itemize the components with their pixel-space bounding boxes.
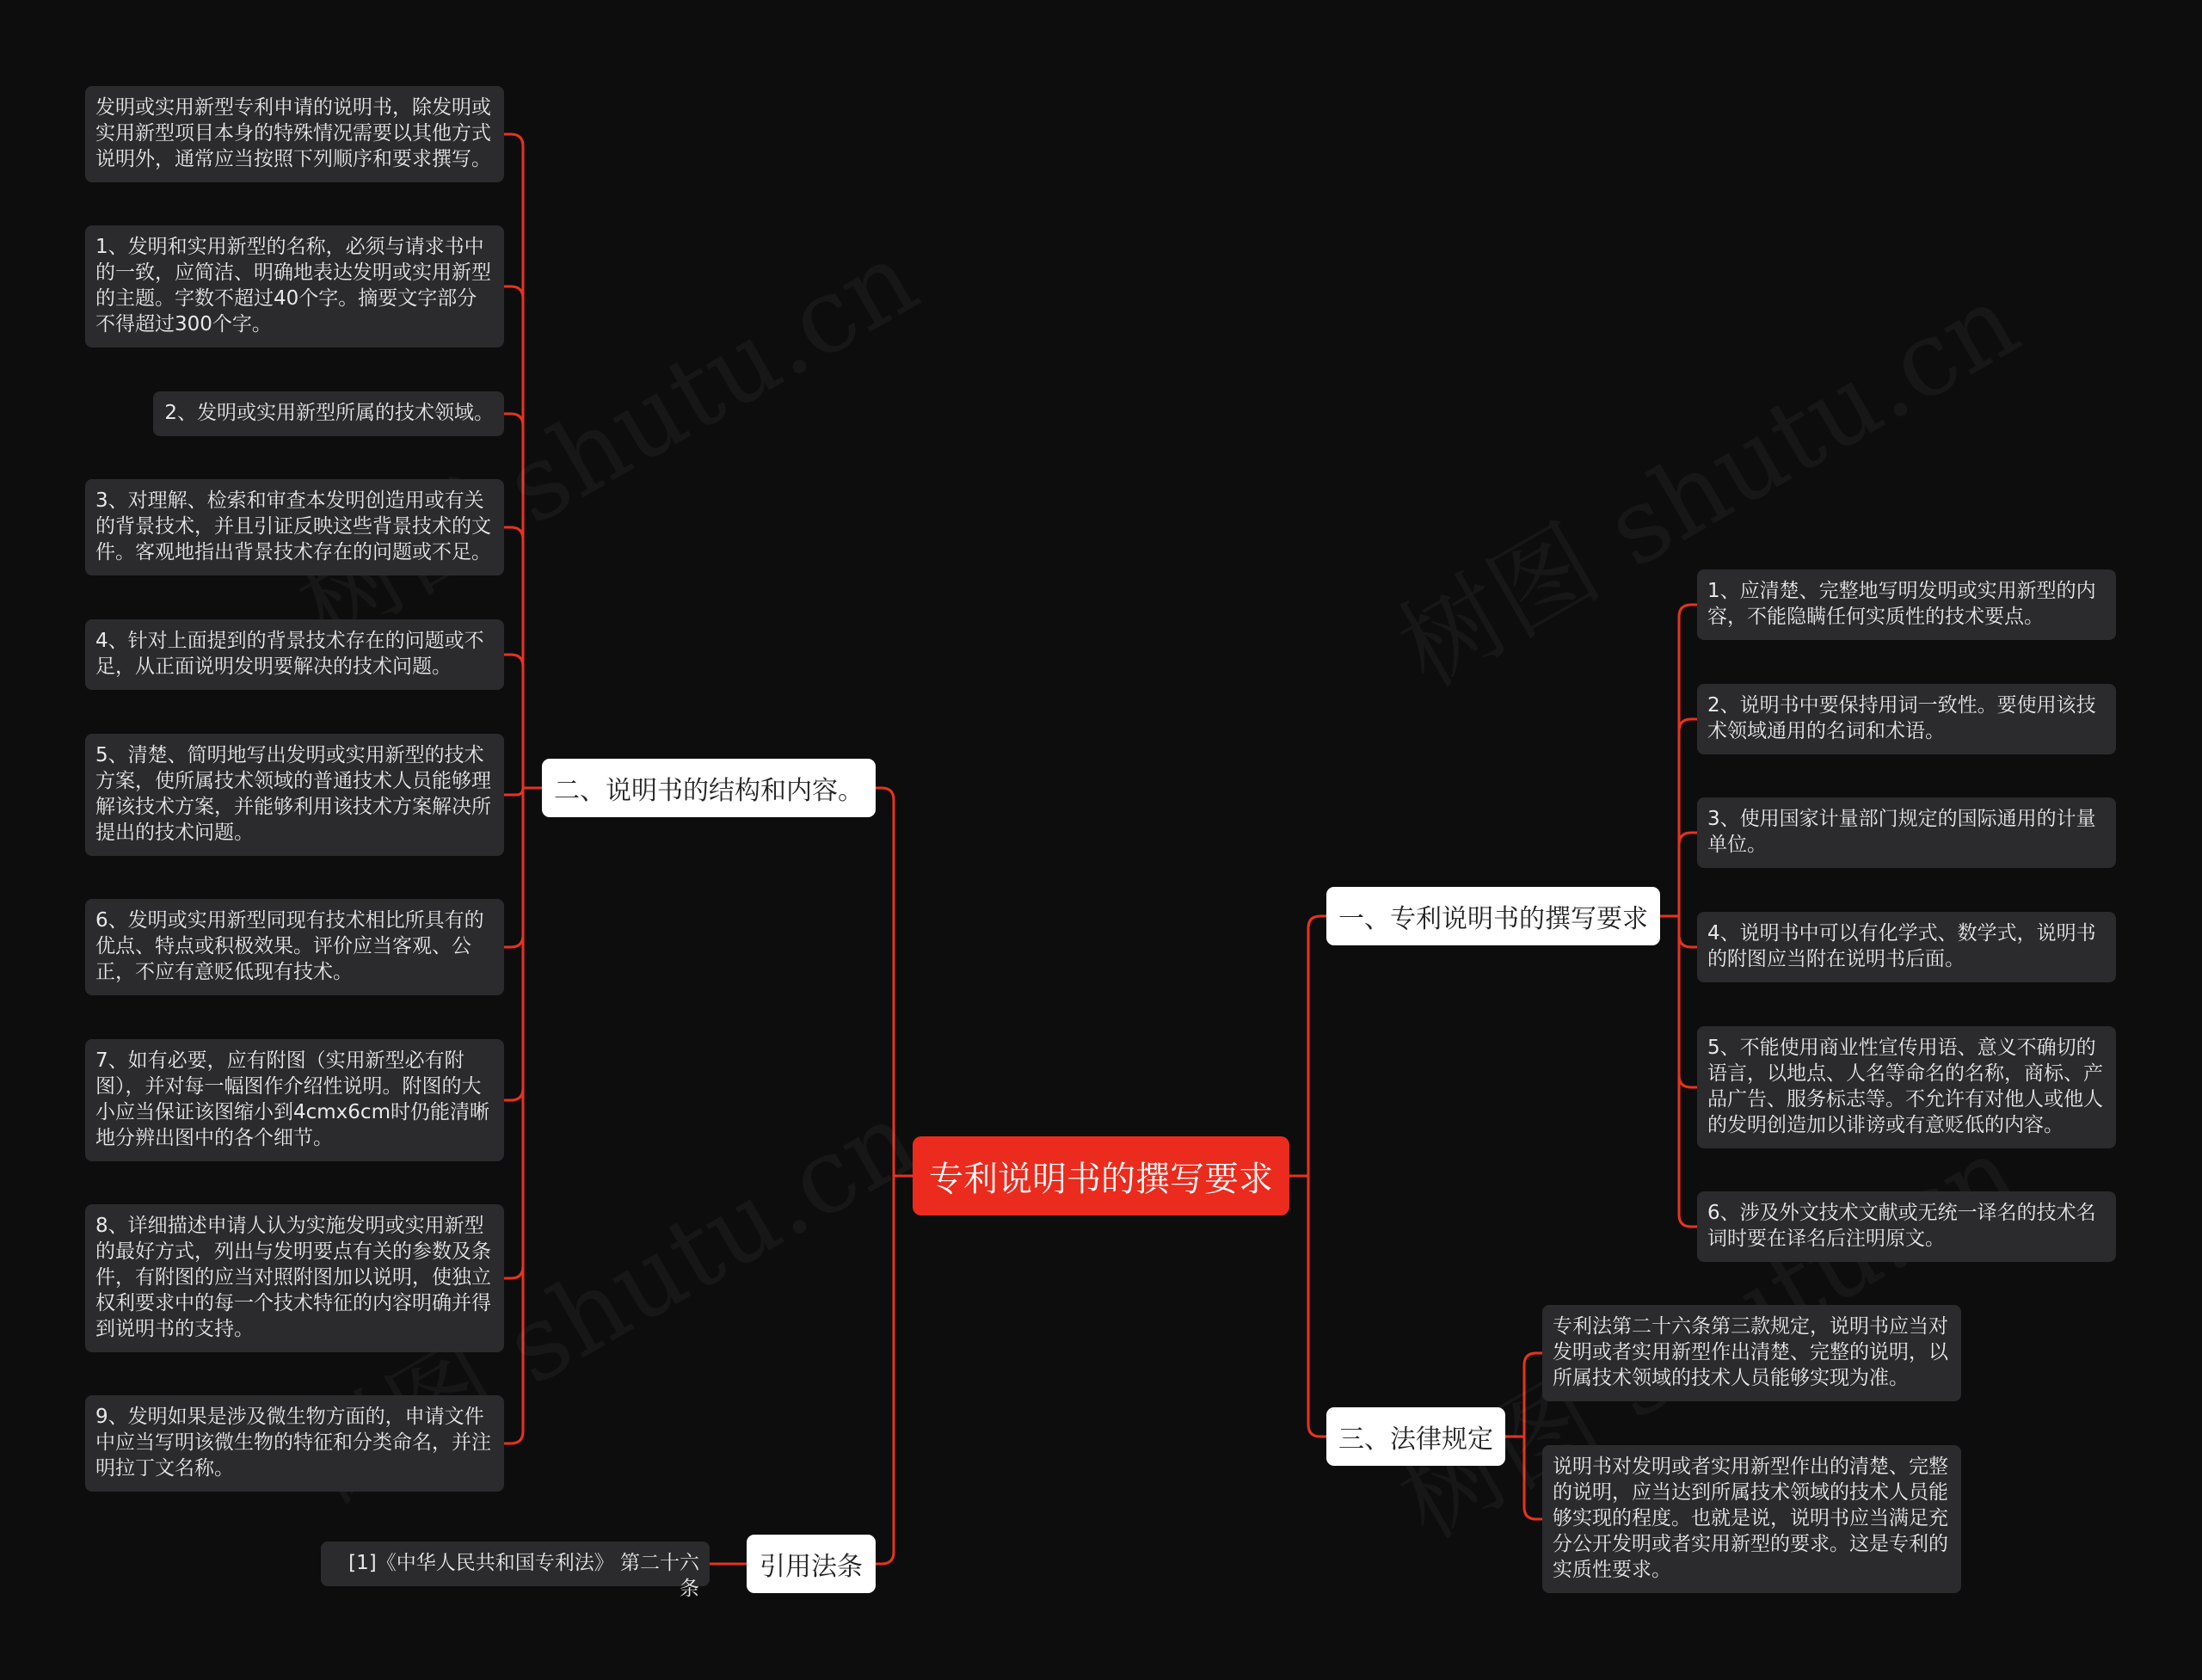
structure-item-9[interactable]: 9、发明如果是涉及微生物方面的，申请文件中应当写明该微生物的特征和分类命名，并注明拉丁文名称。 (85, 1395, 504, 1492)
requirements-link-3 (1679, 916, 1697, 947)
branch-structure[interactable]: 二、说明书的结构和内容。 (542, 759, 876, 817)
structure-link-5 (504, 788, 523, 795)
structure-link-4 (504, 655, 523, 788)
requirements-item-2[interactable]: 2、说明书中要保持用词一致性。要使用该技术领域通用的名词和术语。 (1697, 684, 2116, 754)
requirements-item-5[interactable]: 5、不能使用商业性宣传用语、意义不确切的语言，以地点、人名等命名的名称，商标、产品广告、服务标志等。不允许有对他人或他人的发明创造加以诽谤或有意贬低的内容。 (1697, 1026, 2116, 1148)
root-left-link-1 (876, 1176, 894, 1564)
structure-item-5[interactable]: 5、清楚、简明地写出发明或实用新型的技术方案，使所属技术领域的普通技术人员能够理解该技术方案，并能够利用该技术方案解决所提出的技术问题。 (85, 734, 504, 856)
requirements-item-6[interactable]: 6、涉及外文技术文献或无统一译名的技术名词时要在译名后注明原文。 (1697, 1191, 2116, 1262)
requirements-link-0 (1679, 605, 1697, 916)
structure-item-2[interactable]: 2、发明或实用新型所属的技术领域。 (153, 391, 504, 436)
structure-link-2 (504, 414, 523, 788)
law-link-1 (1524, 1437, 1542, 1519)
structure-link-0 (504, 134, 523, 788)
branch-citation[interactable]: 引用法条 (747, 1535, 876, 1593)
law-link-0 (1524, 1353, 1542, 1437)
citation-item-1[interactable]: [1]《中华人民共和国专利法》 第二十六条 (321, 1542, 710, 1586)
root-topic[interactable]: 专利说明书的撰写要求 (913, 1136, 1289, 1215)
requirements-link-5 (1679, 916, 1697, 1227)
requirements-item-4[interactable]: 4、说明书中可以有化学式、数学式，说明书的附图应当附在说明书后面。 (1697, 912, 2116, 982)
structure-item-7[interactable]: 7、如有必要，应有附图（实用新型必有附图），并对每一幅图作介绍性说明。附图的大小应当保证该图缩小到4cmx6cm时仍能清晰地分辨出图中的各个细节。 (85, 1039, 504, 1161)
structure-link-9 (504, 788, 523, 1443)
branch-law[interactable]: 三、法律规定 (1326, 1407, 1505, 1466)
branch-requirements[interactable]: 一、专利说明书的撰写要求 (1326, 887, 1660, 945)
structure-item-3[interactable]: 3、对理解、检索和审查本发明创造用或有关的背景技术，并且引证反映这些背景技术的文件。客观地指出背景技术存在的问题或不足。 (85, 479, 504, 575)
root-right-link-0 (1308, 916, 1326, 1176)
root-left-link-0 (876, 788, 894, 1176)
structure-item-intro[interactable]: 发明或实用新型专利申请的说明书，除发明或实用新型项目本身的特殊情况需要以其他方式说明外，通常应当按照下列顺序和要求撰写。 (85, 86, 504, 182)
requirements-item-1[interactable]: 1、应清楚、完整地写明发明或实用新型的内容，不能隐瞒任何实质性的技术要点。 (1697, 569, 2116, 640)
structure-item-6[interactable]: 6、发明或实用新型同现有技术相比所具有的优点、特点或积极效果。评价应当客观、公正，不应有意贬低现有技术。 (85, 899, 504, 995)
structure-item-8[interactable]: 8、详细描述申请人认为实施发明或实用新型的最好方式，列出与发明要点有关的参数及条件，有附图的应当对照附图加以说明，使独立权利要求中的每一个技术特征的内容明确并得到说明书的支持。 (85, 1204, 504, 1352)
structure-item-1[interactable]: 1、发明和实用新型的名称，必须与请求书中的一致，应简洁、明确地表达发明或实用新型的主题。字数不超过40个字。摘要文字部分不得超过300个字。 (85, 225, 504, 348)
structure-link-1 (504, 286, 523, 788)
requirements-link-1 (1679, 719, 1697, 916)
requirements-link-2 (1679, 833, 1697, 916)
law-item-2[interactable]: 说明书对发明或者实用新型作出的清楚、完整的说明，应当达到所属技术领域的技术人员能够实现的程度。也就是说，说明书应当满足充分公开发明或者实用新型的要求。这是专利的实质性要求。 (1542, 1445, 1961, 1593)
structure-link-8 (504, 788, 523, 1278)
root-right-link-1 (1308, 1176, 1326, 1437)
law-item-1[interactable]: 专利法第二十六条第三款规定，说明书应当对发明或者实用新型作出清楚、完整的说明，以所属技术领域的技术人员能够实现为准。 (1542, 1305, 1961, 1401)
structure-link-6 (504, 788, 523, 947)
requirements-item-3[interactable]: 3、使用国家计量部门规定的国际通用的计量单位。 (1697, 797, 2116, 868)
structure-item-4[interactable]: 4、针对上面提到的背景技术存在的问题或不足，从正面说明发明要解决的技术问题。 (85, 619, 504, 690)
